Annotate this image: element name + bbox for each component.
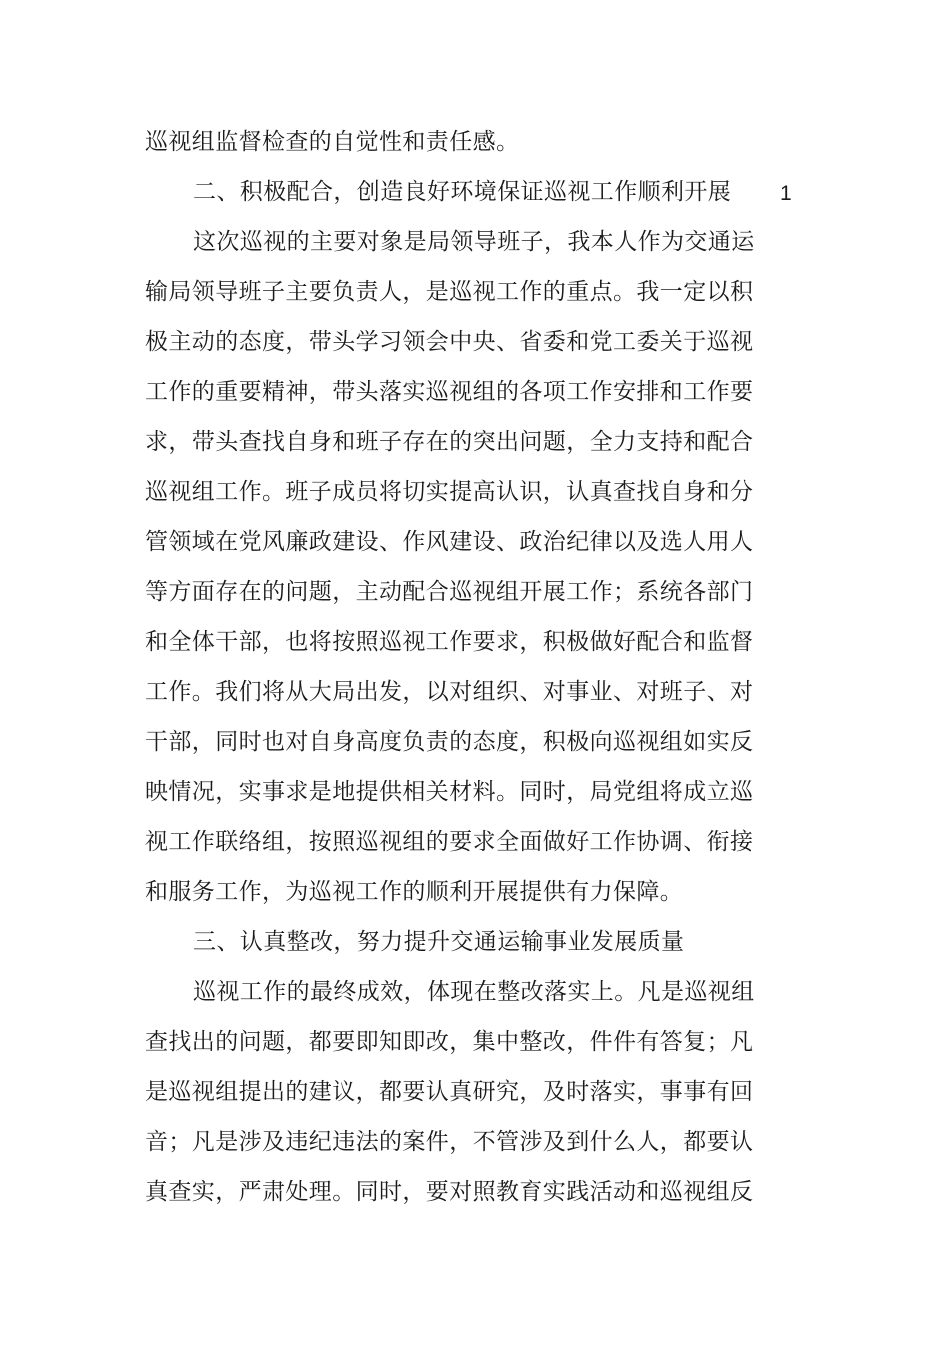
text-line: 工作。我们将从大局出发，以对组织、对事业、对班子、对 (145, 679, 754, 705)
text-line: 和全体干部，也将按照巡视工作要求，积极做好配合和监督 (145, 629, 754, 655)
text-line: 巡视工作的最终成效，体现在整改落实上。凡是巡视组 (193, 979, 755, 1005)
section-heading-2: 二、积极配合，创造良好环境保证巡视工作顺利开展 (193, 179, 732, 205)
section-heading-3: 三、认真整改，努力提升交通运输事业发展质量 (193, 929, 685, 955)
text-line: 输局领导班子主要负责人，是巡视工作的重点。我一定以积 (145, 279, 754, 305)
text-line: 真查实，严肃处理。同时，要对照教育实践活动和巡视组反 (145, 1179, 754, 1205)
text-line: 视工作联络组，按照巡视组的要求全面做好工作协调、衔接 (145, 829, 754, 855)
text-line: 工作的重要精神，带头落实巡视组的各项工作安排和工作要 (145, 379, 754, 405)
text-line: 巡视组工作。班子成员将切实提高认识，认真查找自身和分 (145, 479, 754, 505)
text-line: 映情况，实事求是地提供相关材料。同时，局党组将成立巡 (145, 779, 754, 805)
text-line: 极主动的态度，带头学习领会中央、省委和党工委关于巡视 (145, 329, 754, 355)
text-line: 等方面存在的问题，主动配合巡视组开展工作；系统各部门 (145, 579, 754, 605)
text-line: 是巡视组提出的建议，都要认真研究，及时落实，事事有回 (145, 1079, 754, 1105)
text-line: 求，带头查找自身和班子存在的突出问题，全力支持和配合 (145, 429, 754, 455)
page-number: 1 (780, 182, 792, 205)
text-line: 查找出的问题，都要即知即改，集中整改，件件有答复；凡 (145, 1029, 754, 1055)
text-line: 巡视组监督检查的自觉性和责任感。 (145, 129, 520, 155)
text-line: 干部，同时也对自身高度负责的态度，积极向巡视组如实反 (145, 729, 754, 755)
text-line: 和服务工作，为巡视工作的顺利开展提供有力保障。 (145, 879, 684, 905)
text-line: 管领域在党风廉政建设、作风建设、政治纪律以及选人用人 (145, 529, 754, 555)
text-line: 这次巡视的主要对象是局领导班子，我本人作为交通运 (193, 229, 755, 255)
text-line: 音；凡是涉及违纪违法的案件，不管涉及到什么人，都要认 (145, 1129, 754, 1155)
